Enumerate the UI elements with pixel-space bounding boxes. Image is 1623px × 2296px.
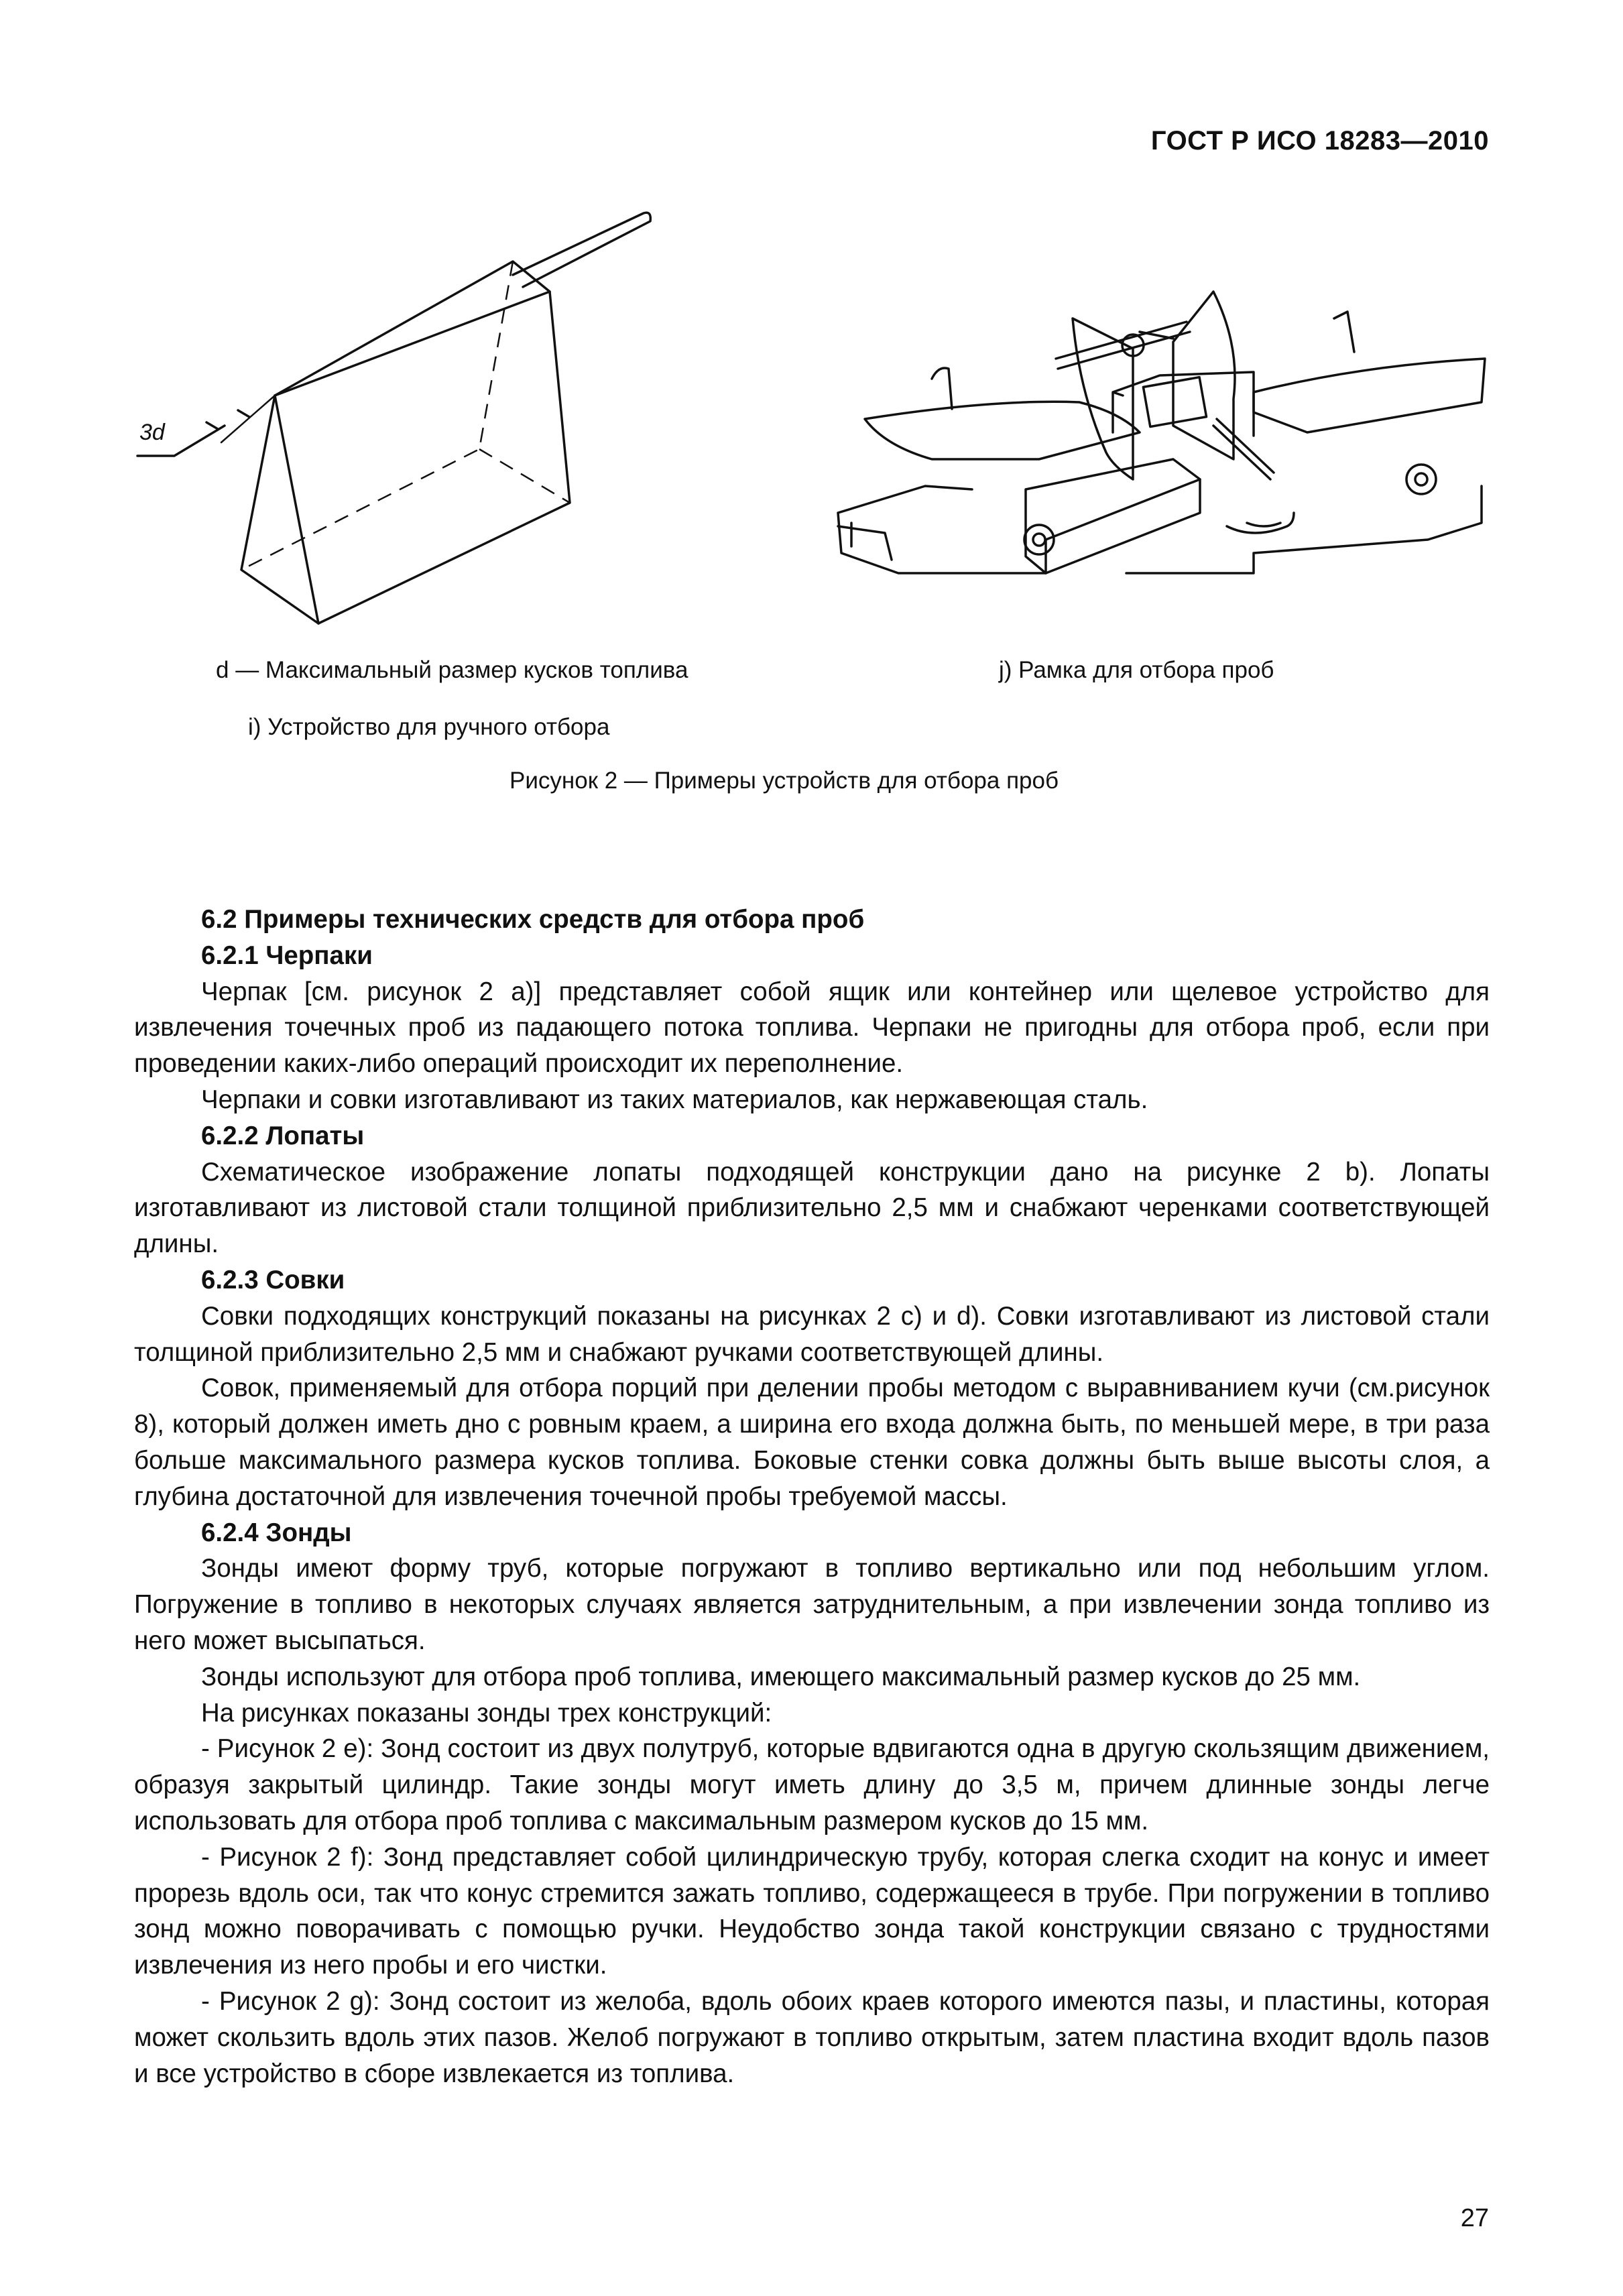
figure-legend-d: d — Максимальный размер кусков топлива (216, 657, 688, 683)
figure-caption-j: j) Рамка для отбора проб (999, 657, 1274, 683)
document-header: ГОСТ Р ИСО 18283—2010 (1150, 126, 1489, 156)
section-heading: 6.2.3 Совки (201, 1265, 345, 1294)
figure-i-hand-sampler (127, 194, 664, 637)
section-heading: 6.2.1 Черпаки (201, 941, 373, 970)
paragraph: Зонды используют для отбора проб топлива, имеющего максимальный размер кусков до 25 мм. (201, 1662, 1361, 1691)
dimension-label-3d: 3d (139, 420, 165, 445)
paragraph: Зонды имеют форму труб, которые погружают в топливо вертикально или под небольшим углом. Погружение в топливо в некоторых случаях является затруднительным, а при извлечении зонда топливо из него может высыпаться. (134, 1554, 1490, 1655)
figure-caption-i: i) Устройство для ручного отбора (248, 714, 610, 740)
paragraph: Совки подходящих конструкций показаны на рисунках 2 c) и d). Совки изготавливают из листовой стали толщиной приблизительно 2,5 мм и снабжают ручками соответствующей длины. (134, 1301, 1490, 1367)
paragraph: Черпаки и совки изготавливают из таких материалов, как нержавеющая сталь. (201, 1085, 1148, 1114)
hand-sampler-drawing (127, 194, 664, 637)
list-paragraph: - Рисунок 2 f): Зонд представляет собой цилиндрическую трубу, которая слегка сходит на конус и имеет прорезь вдоль оси, так что конус стремится зажать топливо, содержащееся в трубе. При погружении в топливо зонд можно поворачивать с помощью ручки. Неудобство зонда такой конструкции связано с трудностями извлечения из него пробы и его чистки. (134, 1842, 1490, 1980)
paragraph: Совок, применяемый для отбора порций при делении пробы методом с выравниванием кучи (см.рисунок 8), который должен иметь дно с ровным краем, а ширина его входа должна быть, по меньшей мере, в три раза больше максимального размера кусков топлива. Боковые стенки совка должны быть выше высоты слоя, а глубина достаточной для извлечения точечной пробы требуемой массы. (134, 1374, 1490, 1511)
section-heading: 6.2.4 Зонды (201, 1518, 352, 1547)
list-paragraph: - Рисунок 2 g): Зонд состоит из желоба, вдоль обоих краев которого имеются пазы, и пластины, которая может скользить вдоль этих пазов. Желоб погружают в топливо открытым, затем пластина входит вдоль пазов и все устройство в сборе извлекается из топлива. (134, 1986, 1490, 2088)
paragraph: Схематическое изображение лопаты подходящей конструкции дано на рисунке 2 b). Лопаты изготавливают из листовой стали толщиной приблизительно 2,5 мм и снабжают черенками соответствующей длины. (134, 1157, 1490, 1259)
paragraph: Черпак [см. рисунок 2 a)] представляет собой ящик или контейнер или щелевое устройство для извлечения точечных проб из падающего потока топлива. Черпаки не пригодны для отбора проб, если при проведении каких-либо операций происходит их переполнение. (134, 977, 1490, 1079)
sampling-frame-drawing (825, 258, 1495, 633)
figure-title: Рисунок 2 — Примеры устройств для отбора проб (509, 768, 1059, 794)
list-paragraph: - Рисунок 2 е): Зонд состоит из двух полутруб, которые вдвигаются одна в другую скользящим движением, образуя закрытый цилиндр. Такие зонды могут иметь длину до 3,5 м, причем длинные зонды легче использовать для отбора проб топлива с максимальным размером кусков до 15 мм. (134, 1734, 1490, 1835)
body-text (134, 902, 1490, 2092)
page-number: 27 (1460, 2204, 1489, 2232)
figure-j-sampling-frame (825, 258, 1495, 633)
paragraph: На рисунках показаны зонды трех конструкций: (201, 1698, 772, 1728)
section-heading: 6.2 Примеры технических средств для отбора проб (201, 905, 865, 934)
section-heading: 6.2.2 Лопаты (201, 1121, 365, 1150)
